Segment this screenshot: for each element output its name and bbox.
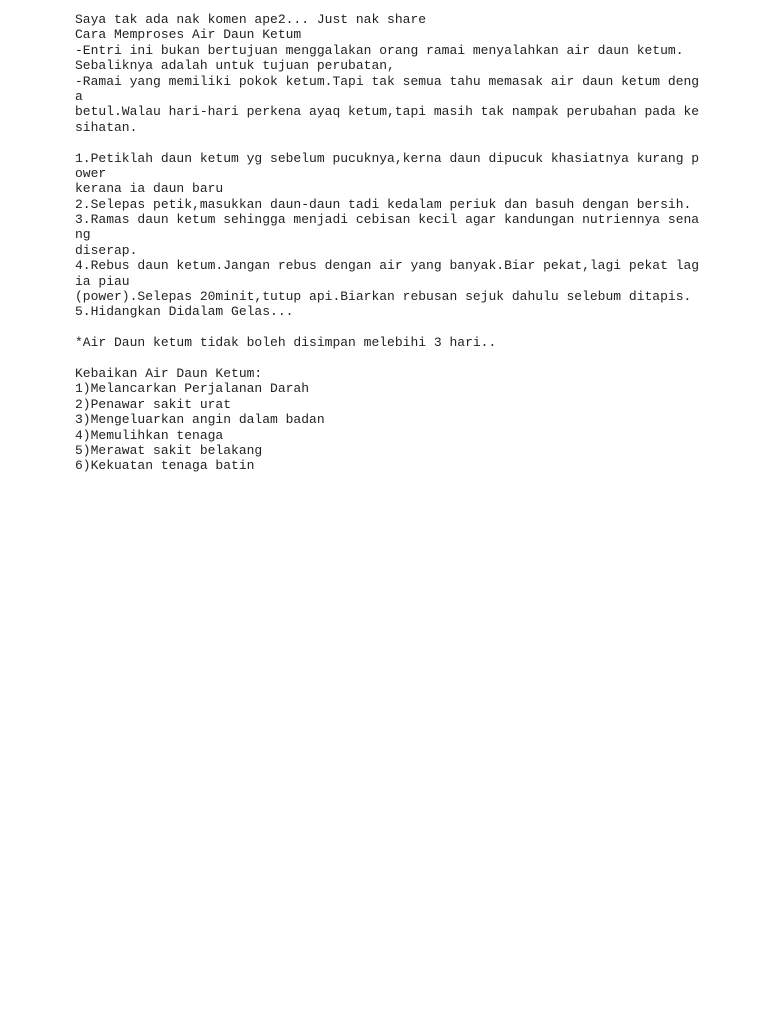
text-line: Sebaliknya adalah untuk tujuan perubatan,: [75, 58, 395, 74]
text-line: -Entri ini bukan bertujuan menggalakan orang ramai menyalahkan air daun ketum.: [75, 42, 684, 58]
text-line: ower: [75, 165, 107, 181]
text-line: ia piau: [75, 273, 130, 289]
text-line: sihatan.: [75, 119, 138, 135]
text-line: Saya tak ada nak komen ape2... Just nak share: [75, 12, 427, 27]
text-line: 2.Selepas petik,masukkan daun-daun tadi kedalam periuk dan basuh dengan bersih.: [75, 196, 692, 212]
text-line: ng: [75, 227, 91, 243]
text-line: betul.Walau hari-hari perkena ayaq ketum,tapi masih tak nampak perubahan pada ke: [75, 104, 700, 120]
text-line: a: [75, 88, 83, 104]
text-line: -Ramai yang memiliki pokok ketum.Tapi tak semua tahu memasak air daun ketum deng: [75, 73, 700, 89]
text-line: diserap.: [75, 242, 138, 258]
text-line: kerana ia daun baru: [75, 181, 224, 197]
benefit-item: 5)Merawat sakit belakang: [75, 442, 263, 458]
blank-line: [75, 135, 755, 150]
text-line: *Air Daun ketum tidak boleh disimpan melebihi 3 hari..: [75, 335, 497, 351]
text-line: (power).Selepas 20minit,tutup api.Biarkan rebusan sejuk dahulu selebum ditapis.: [75, 289, 692, 305]
benefit-item: 3)Mengeluarkan angin dalam badan: [75, 412, 325, 428]
text-line: 1.Petiklah daun ketum yg sebelum pucuknya,kerna daun dipucuk khasiatnya kurang p: [75, 150, 700, 166]
blank-line: [75, 320, 755, 335]
benefit-item: 4)Memulihkan tenaga: [75, 427, 224, 443]
text-line: 4.Rebus daun ketum.Jangan rebus dengan air yang banyak.Biar pekat,lagi pekat lag: [75, 258, 700, 274]
text-line: Cara Memproses Air Daun Ketum: [75, 27, 302, 43]
text-line: 3.Ramas daun ketum sehingga menjadi cebisan kecil agar kandungan nutriennya sena: [75, 212, 700, 228]
section-heading: Kebaikan Air Daun Ketum:: [75, 365, 263, 381]
document-text: [75, 12, 755, 474]
benefit-item: 6)Kekuatan tenaga batin: [75, 458, 255, 474]
blank-line: [75, 351, 755, 366]
text-line: 5.Hidangkan Didalam Gelas...: [75, 304, 294, 320]
benefit-item: 1)Melancarkan Perjalanan Darah: [75, 381, 310, 397]
benefit-item: 2)Penawar sakit urat: [75, 396, 232, 412]
